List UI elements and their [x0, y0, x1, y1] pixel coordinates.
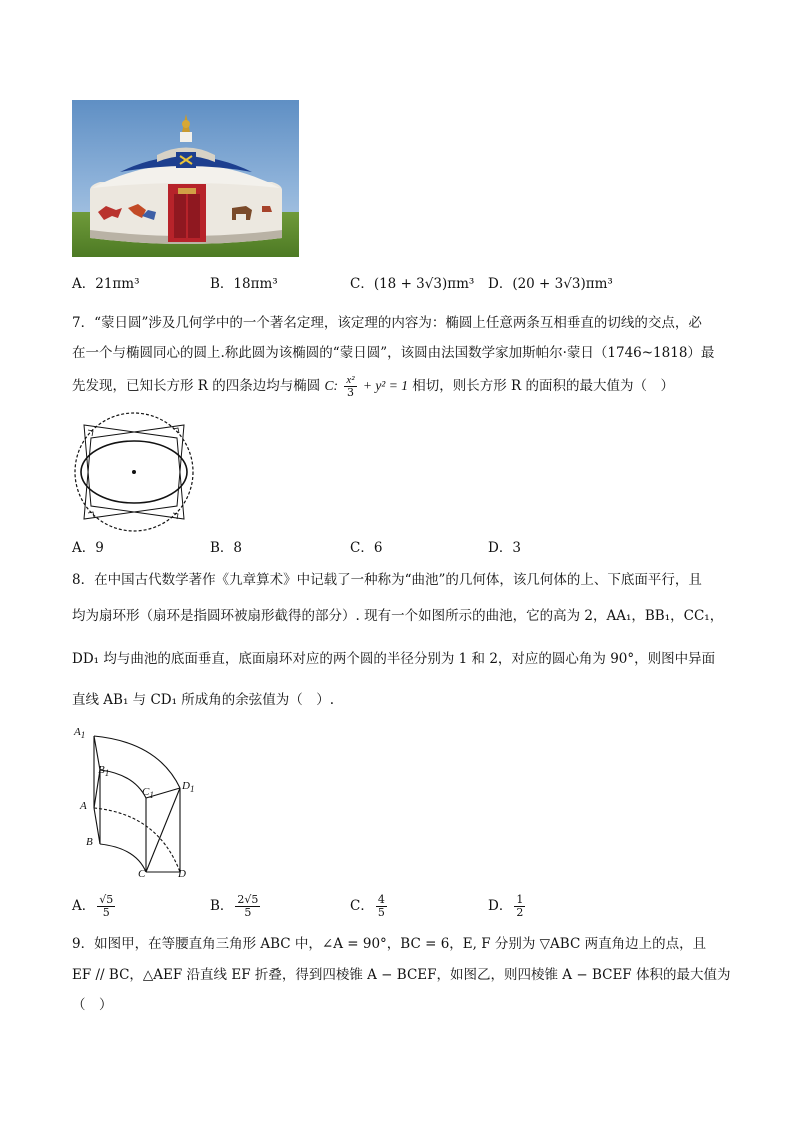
- label-c1: $C_1$: [142, 786, 154, 801]
- q9-text-line3: （ ）: [72, 997, 113, 1013]
- q8-curved-pool-figure: [74, 726, 198, 882]
- q7-text-line3: [72, 374, 674, 399]
- q9-text-line1: 9．如图甲，在等腰直角三角形 ABC 中，∠A = 90°，BC = 6，E, F 分别为 ▽ABC 两直角边上的点，且: [72, 936, 707, 952]
- q7-frac-num: x²: [346, 374, 355, 386]
- q8-text-line2: 均为扇环形（扇环是指圆环被扇形截得的部分）. 现有一个如图所示的曲池，它的高为 2，AA₁，BB₁，CC₁，: [72, 608, 724, 624]
- label-b: B: [86, 836, 93, 848]
- q7-option-b[interactable]: B．8: [210, 540, 243, 556]
- q8-text-line3: DD₁ 均与曲池的底面垂直，底面扇环对应的两个圆的半径分别为 1 和 2，对应的圆心角为 90°，则图中异面: [72, 651, 716, 667]
- q7-ellipse-rest: + y² = 1: [362, 378, 408, 393]
- q8-c-den: 5: [377, 906, 385, 919]
- q7-ellipse-c: C:: [324, 378, 339, 393]
- q8-c-fraction: [376, 894, 387, 919]
- q8-option-a[interactable]: [72, 894, 117, 919]
- q6-option-d[interactable]: D．(20 + 3√3)πm³: [488, 276, 613, 292]
- yurt-image: [72, 100, 299, 257]
- monge-circle-diagram: [70, 410, 198, 536]
- q8-b-den: 5: [244, 906, 252, 919]
- q8-a-num: √5: [99, 893, 114, 906]
- q7-monge-figure: [70, 410, 198, 536]
- q8-c-prefix: C．: [350, 898, 374, 914]
- q7-option-a[interactable]: A．9: [72, 540, 104, 556]
- label-b1: $B_1$: [98, 764, 110, 779]
- label-c: C: [138, 868, 146, 880]
- q8-a-prefix: A．: [72, 898, 96, 914]
- curved-pool-diagram: [74, 726, 198, 882]
- q8-text-line4: 直线 AB₁ 与 CD₁ 所成角的余弦值为（ ）.: [72, 692, 335, 708]
- q8-b-num: 2√5: [237, 893, 259, 906]
- q7-line3-post: 相切，则长方形 R 的面积的最大值为（ ）: [412, 378, 675, 394]
- q6-option-c[interactable]: C．(18 + 3√3)πm³: [350, 276, 475, 292]
- q8-b-fraction: [235, 894, 260, 919]
- q8-text-line1: 8．在中国古代数学著作《九章算术》中记载了一种称为“曲池”的几何体，该几何体的上、下底面平行，且: [72, 572, 702, 588]
- q8-d-fraction: [514, 894, 525, 919]
- yurt-photo: [72, 100, 299, 257]
- q9-text-line2: EF // BC，△AEF 沿直线 EF 折叠，得到四棱锥 A − BCEF，如图乙，则四棱锥 A − BCEF 体积的最大值为: [72, 967, 731, 983]
- q8-option-c[interactable]: [350, 894, 389, 919]
- q7-option-d[interactable]: D．3: [488, 540, 521, 556]
- label-a1: $A_1$: [74, 726, 86, 741]
- q8-d-prefix: D．: [488, 898, 513, 914]
- q8-option-d[interactable]: [488, 894, 527, 919]
- q8-d-num: 1: [516, 893, 524, 906]
- q8-d-den: 2: [516, 906, 524, 919]
- q7-frac-den: 3: [346, 386, 354, 399]
- label-d: D: [178, 868, 186, 880]
- q8-a-den: 5: [102, 906, 110, 919]
- q7-text-line2: 在一个与椭圆同心的圆上.称此圆为该椭圆的“蒙日圆”，该圆由法国数学家加斯帕尔·蒙日（1746~1818）最: [72, 345, 715, 361]
- q7-text-line1: 7．“蒙日圆”涉及几何学中的一个著名定理，该定理的内容为：椭圆上任意两条互相垂直的切线的交点，必: [72, 315, 702, 331]
- q6-option-b[interactable]: B．18πm³: [210, 276, 278, 292]
- label-a: A: [80, 800, 87, 812]
- q8-b-prefix: B．: [210, 898, 234, 914]
- label-d1: $D_1$: [182, 780, 195, 795]
- q8-option-b[interactable]: [210, 894, 262, 919]
- q7-option-c[interactable]: C．6: [350, 540, 383, 556]
- q7-ellipse-fraction: [344, 374, 356, 399]
- q8-a-fraction: [97, 894, 115, 919]
- q8-c-num: 4: [377, 893, 385, 906]
- q7-line3-pre: 先发现，已知长方形 R 的四条边均与椭圆: [72, 378, 321, 394]
- q6-option-a[interactable]: A．21πm³: [72, 276, 140, 292]
